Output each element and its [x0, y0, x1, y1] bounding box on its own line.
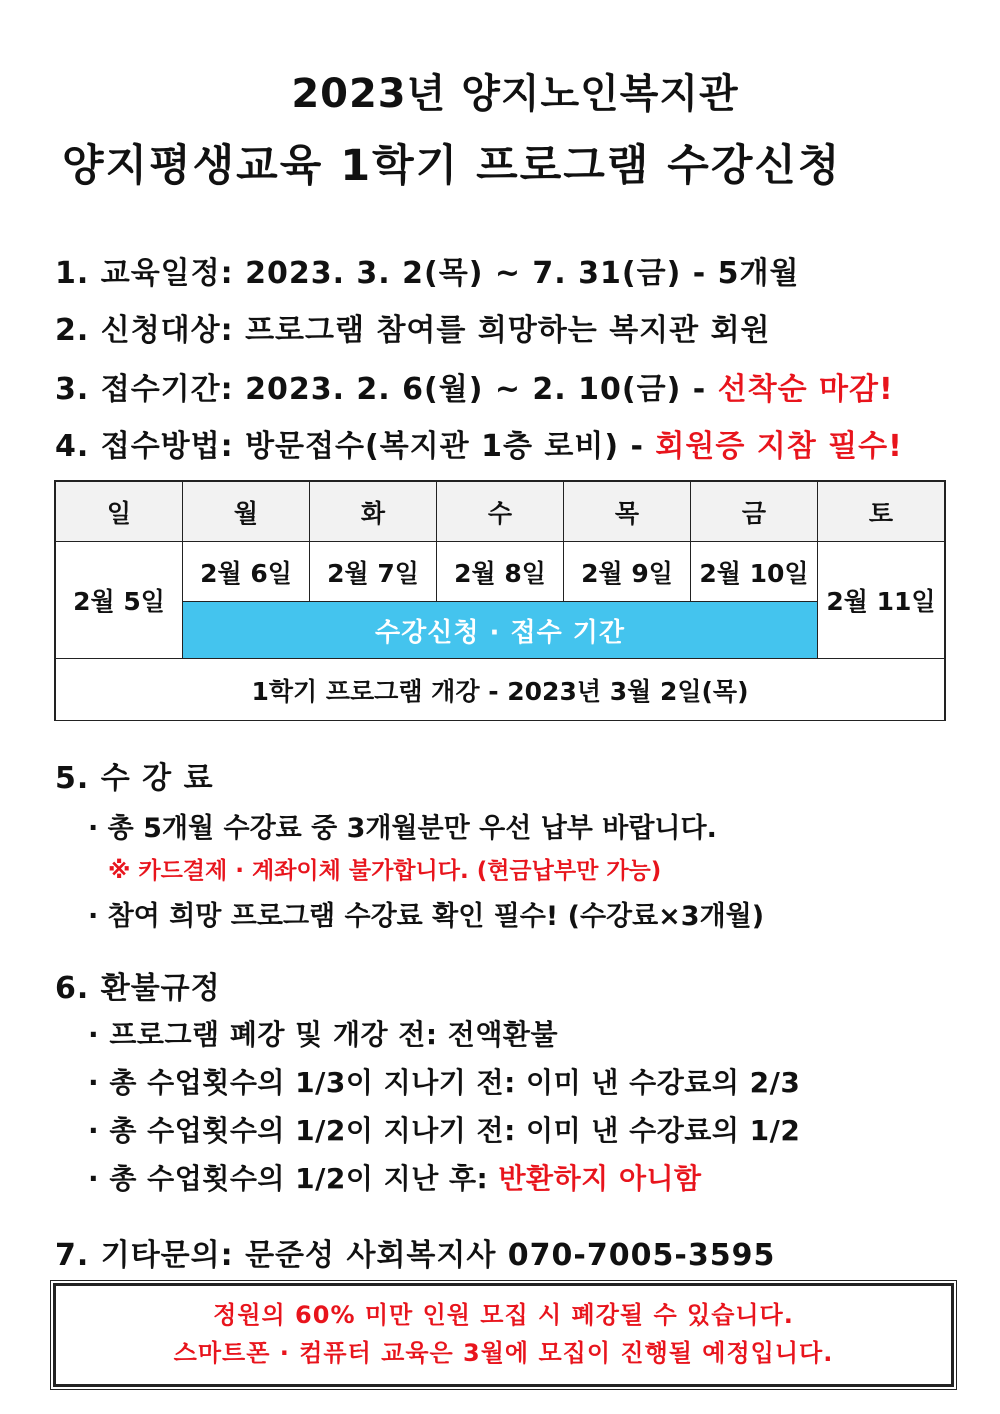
info-method	[55, 421, 903, 465]
day-header: 토	[818, 482, 945, 542]
notice-line-2: 스마트폰 · 컴퓨터 교육은 3월에 모집이 진행될 예정입니다.	[173, 1339, 834, 1367]
fee-line-2: · 참여 희망 프로그램 수강료 확인 필수! (수강료×3개월)	[88, 901, 765, 932]
info-method-text: 4. 접수방법: 방문접수(복지관 1층 로비) -	[55, 429, 656, 464]
refund-heading: 6. 환불규정	[55, 971, 221, 1006]
refund-item: · 프로그램 폐강 및 개강 전: 전액환불	[88, 1018, 558, 1051]
info-period-text: 3. 접수기간: 2023. 2. 6(월) ~ 2. 10(금) -	[55, 372, 718, 407]
title-line-2: 양지평생교육 1학기 프로그램 수강신청	[62, 141, 842, 191]
fee-line-1: · 총 5개월 수강료 중 3개월분만 우선 납부 바랍니다.	[88, 813, 717, 844]
day-header: 수	[437, 482, 564, 542]
day-header: 일	[56, 482, 183, 542]
date-cell: 2월 8일	[437, 542, 564, 602]
day-header: 화	[310, 482, 437, 542]
info-target: 2. 신청대상: 프로그램 참여를 희망하는 복지관 회원	[55, 313, 771, 348]
refund-item-last-highlight: 반환하지 아니함	[498, 1162, 702, 1195]
refund-item: · 총 수업횟수의 1/2이 지나기 전: 이미 낸 수강료의 1/2	[88, 1114, 801, 1147]
schedule-table	[54, 480, 946, 721]
date-cell: 2월 9일	[564, 542, 691, 602]
refund-item-last-text: · 총 수업횟수의 1/2이 지난 후:	[88, 1162, 499, 1195]
date-cell-sunday: 2월 5일	[56, 542, 183, 659]
opening-date: 1학기 프로그램 개강 - 2023년 3월 2일(목)	[56, 659, 945, 721]
fee-heading: 5. 수 강 료	[55, 761, 214, 796]
refund-item: · 총 수업횟수의 1/3이 지나기 전: 이미 낸 수강료의 2/3	[88, 1066, 801, 1099]
notice-line-1: 정원의 60% 미만 인원 모집 시 폐강될 수 있습니다.	[213, 1301, 794, 1329]
info-period-highlight: 선착순 마감!	[717, 372, 894, 407]
date-cell: 2월 6일	[183, 542, 310, 602]
day-header: 월	[183, 482, 310, 542]
info-period	[55, 364, 894, 408]
notice-box	[53, 1283, 954, 1387]
title-line-1: 2023년 양지노인복지관	[291, 71, 739, 117]
refund-item-last	[88, 1157, 702, 1197]
date-cell-saturday: 2월 11일	[818, 542, 945, 659]
info-schedule: 1. 교육일정: 2023. 3. 2(목) ~ 7. 31(금) - 5개월	[55, 256, 800, 291]
application-period-bar: 수강신청 · 접수 기간	[183, 602, 818, 659]
info-method-highlight: 회원증 지참 필수!	[655, 429, 903, 464]
day-header: 목	[564, 482, 691, 542]
date-cell: 2월 7일	[310, 542, 437, 602]
day-header: 금	[691, 482, 818, 542]
contact-info: 7. 기타문의: 문준성 사회복지사 070-7005-3595	[55, 1238, 776, 1273]
fee-payment-notice: ※ 카드결제 · 계좌이체 불가합니다. (현금납부만 가능)	[108, 858, 662, 884]
date-cell: 2월 10일	[691, 542, 818, 602]
